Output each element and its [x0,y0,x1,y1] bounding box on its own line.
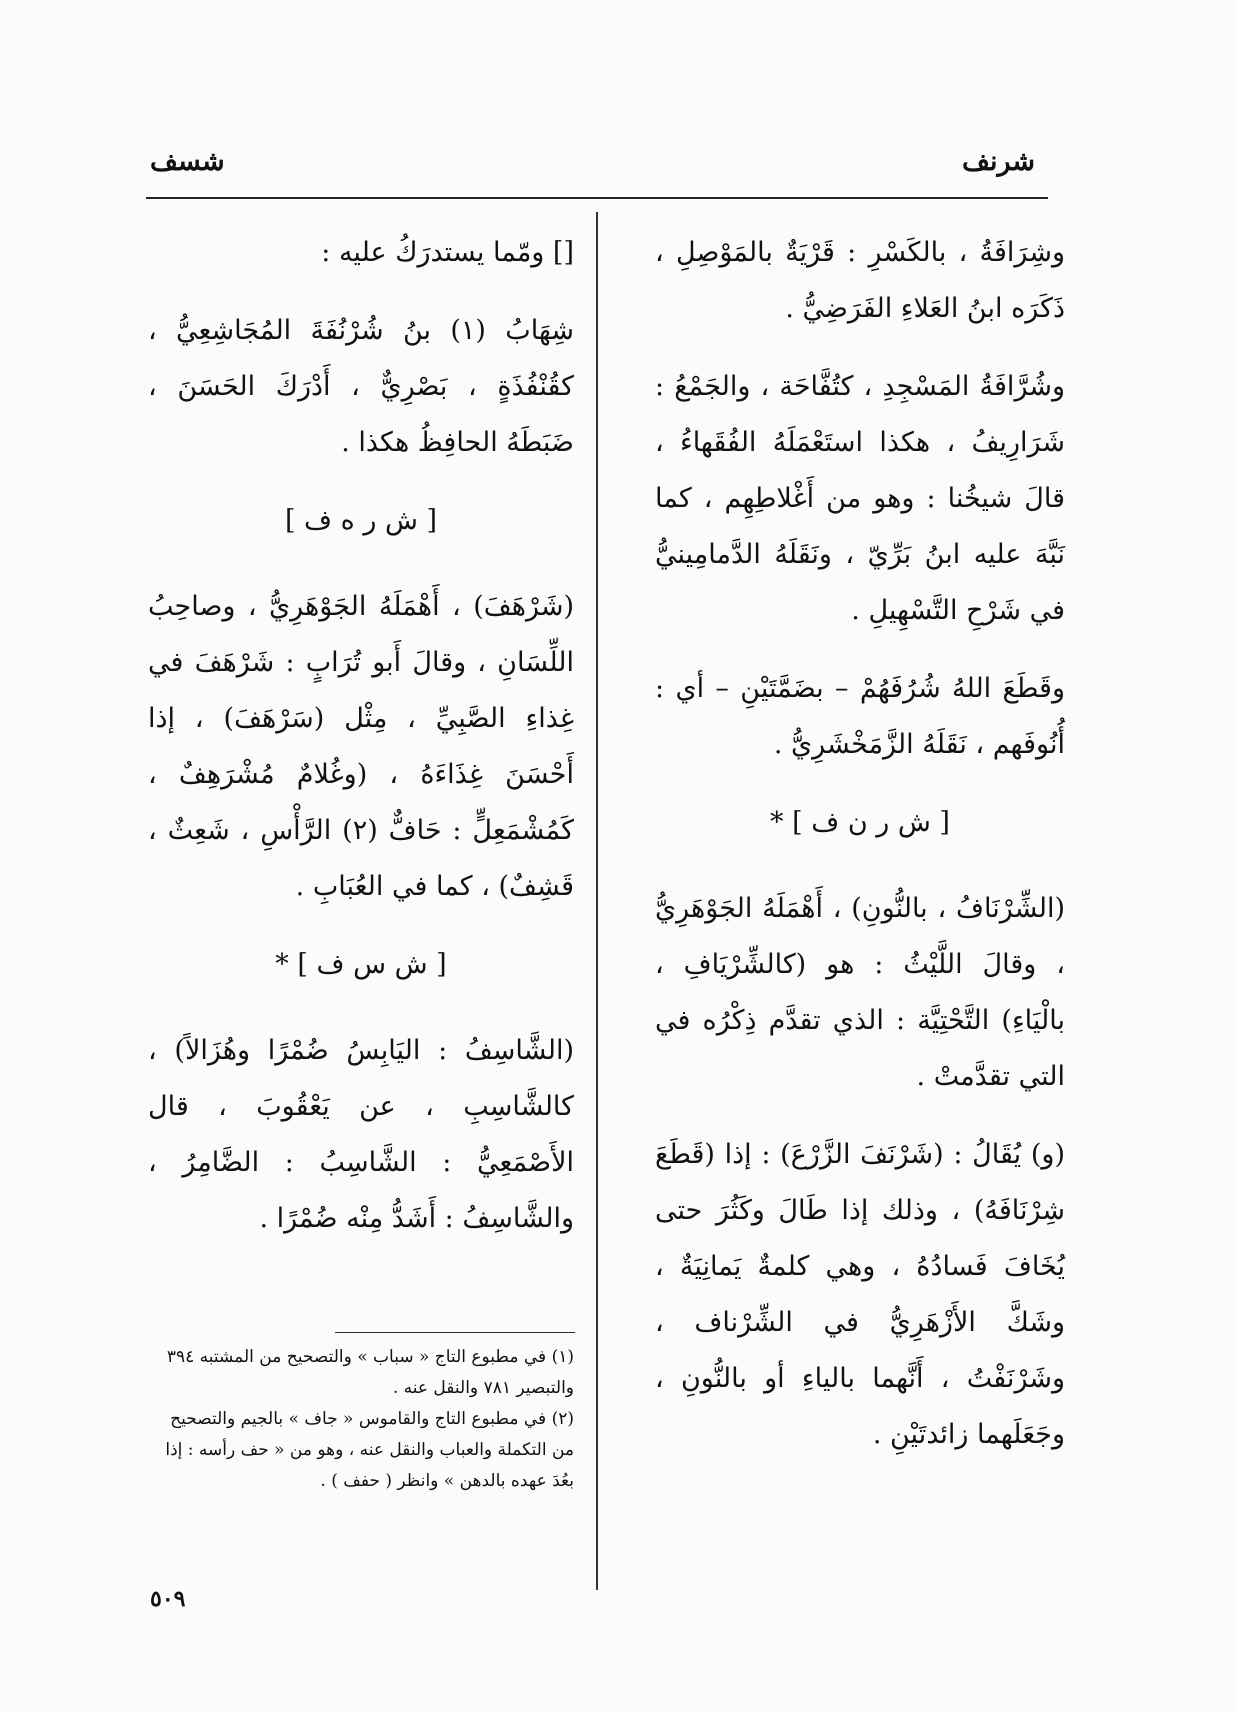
column-divider [596,212,598,1590]
entry-heading: [ ش س ف ] * [275,949,447,980]
paragraph: (شَرْهَفَ) ، أَهْمَلَهُ الجَوْهَرِيُّ ، وصاحِبُ اللِّسَانِ ، وقالَ أَبو تُرَابٍ : شَرْهَفَ في غِذاءِ الصَّبِيِّ ، مِثْل (سَرْهَفَ) ، إذا أَحْسَنَ غِذَاءَهُ ، (وغُلامٌ مُشْرَهِفٌ ، كَمُشْمَعِلٍّ : حَافٌّ (٢) الرَّأْسِ ، شَعِثٌ ، قَشِفٌ) ، كما في العُبَابِ . [148,591,574,902]
right-column [655,225,1065,1485]
header-left-keyword: شسف [150,146,225,177]
header-rule [146,197,1048,199]
page-number: ٥٠٩ [150,1586,186,1612]
paragraph: شِهَابُ (١) بنُ شُرْنُفَةَ المُجَاشِعِيُّ ، كقُنْفُذَةٍ ، بَصْرِيٌّ ، أَدْرَكَ الحَسَنَ ، ضَبَطَهُ الحافِظُ هكذا . [148,315,574,458]
paragraph: (و) يُقَالُ : (شَرْنَفَ الزَّرْعَ) : إذا (قَطَعَ شِرْنَافَهُ) ، وذلك إذا طَالَ وكَثُرَ حتى يُخَافَ فَسادُهُ ، وهي كلمةٌ يَمانِيَةٌ ، وشَكَّ الأَزْهَرِيُّ في الشِّرْناف ، وشَرْنَفْتُ ، أَنَّهما بالياءِ أو بالنُّونِ ، وجَعَلَهما زائدتَيْنِ . [655,1139,1065,1450]
left-column [148,225,574,1269]
paragraph: وشُرَّافَةُ المَسْجِدِ ، كتُفَّاحَة ، والجَمْعُ : شَرَارِيفُ ، هكذا استَعْمَلَهُ الفُقَهاءُ ، قالَ شيخُنا : وهو من أَغْلاطِهِم ، كما نَبَّهَ عليه ابنُ بَرِّيّ ، ونَقَلَهُ الدَّمامِينيُّ في شَرْحِ التَّسْهِيلِ . [655,371,1065,626]
paragraph: (الشَّاسِفُ : اليَابِسُ ضُمْرًا وهُزَالاً) ، كالشَّاسِبِ ، عن يَعْقُوبَ ، قال الأَصْمَعِيُّ : الشَّاسِبُ : الضَّامِرُ ، والشَّاسِفُ : أَشَدُّ مِنْه ضُمْرًا . [148,1035,574,1234]
footnotes [148,1342,574,1497]
header-right-keyword: شرنف [962,146,1035,177]
footnote-rule [335,1332,575,1333]
entry-heading: [ ش ر ه ف ] [284,505,438,536]
entry-heading: [ ش ر ن ف ] * [770,807,950,838]
paragraph: (الشِّرْنَافُ ، بالنُّونِ) ، أَهْمَلَهُ الجَوْهَرِيُّ ، وقالَ اللَّيْثُ : هو (كالشِّرْيَافِ ، بالْيَاءِ) التَّحْتِيَّة : الذي تقدَّم ذِكْرُه في التي تقدَّمتْ . [655,893,1065,1092]
footnote: (١) في مطبوع التاج « سباب » والتصحيح من المشتبه ٣٩٤ والتبصير ٧٨١ والنقل عنه . [166,1347,574,1398]
footnote: (٢) في مطبوع التاج والقاموس « جاف » بالجيم والتصحيح من التكملة والعباب والنقل عنه ، وهو من « حف رأسه : إذا بعُدَ عهده بالدهن » وانظر ( حفف ) . [165,1409,574,1491]
paragraph: [] ومّما يستدرَكُ عليه : [321,237,574,268]
paragraph: وقَطَعَ اللهُ شُرُفَهُمْ – بضَمَّتَيْنِ – أي : أُنُوفَهم ، نَقَلَهُ الزَّمَخْشَرِيُّ . [655,673,1065,760]
paragraph: وشِرَافَةُ ، بالكَسْرِ : قَرْيَةٌ بالمَوْصِلِ ، ذَكَرَه ابنُ العَلاءِ الفَرَضِيُّ . [655,237,1065,324]
